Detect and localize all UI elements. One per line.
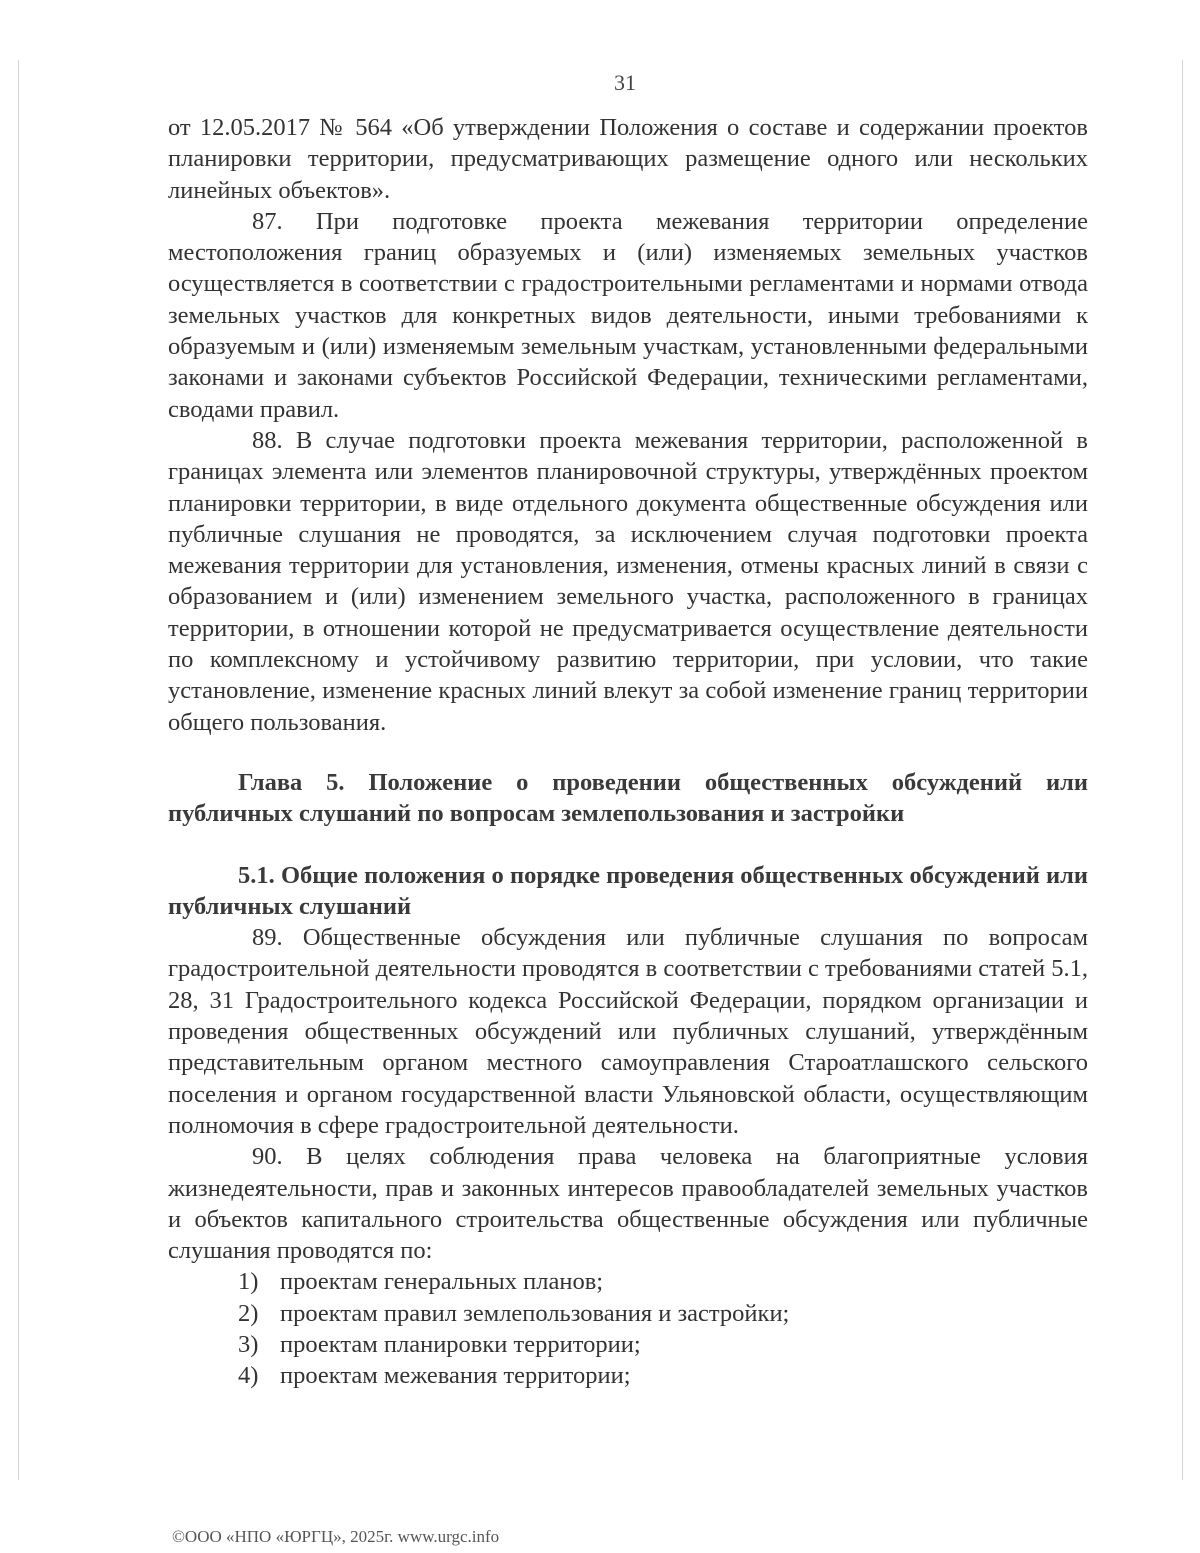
paragraph-89: 89. Общественные обсуждения или публичные слушания по вопросам градостроительной деятельности проводятся в соответствии с требованиями статей 5.1, 28, 31 Градостроительного кодекса Российской Федерации, порядком организации и проведения общественных обсуждений или публичных слушаний, утверждённым представительным органом местного самоуправления Староатлашского сельского поселения и органом государственной власти Ульяновской области, осуществляющим полномочия в сфере градостроительной деятельности. [168, 924, 1088, 1139]
list-item-text: проектам планировки территории; [280, 1330, 641, 1358]
section-5-1-heading: 5.1. Общие положения о порядке проведения общественных обсуждений или публичных слушаний [168, 861, 1088, 920]
list-item-text: проектам межевания территории; [280, 1362, 631, 1390]
scan-margin-line-left [18, 60, 19, 1480]
page-number: 31 [614, 70, 636, 95]
paragraph-90: 90. В целях соблюдения права человека на благоприятные условия жизнедеятельности, прав и законных интересов правообладателей земельных участков и объектов капитального строительства общественные обсуждения или публичные слушания проводятся по: [168, 1143, 1088, 1265]
list-item-number: 3) [238, 1330, 259, 1358]
page-footer: ©ООО «НПО «ЮРГЦ», 2025г. www.urgc.info [172, 1527, 500, 1546]
document-body [168, 112, 1088, 1392]
list-item [168, 1329, 1088, 1360]
list-item-number: 2) [238, 1299, 259, 1327]
list-item-number: 4) [238, 1362, 259, 1390]
list-item-text: проектам правил землепользования и застройки; [280, 1299, 790, 1327]
paragraph-88: 88. В случае подготовки проекта межевания территории, расположенной в границах элемента или элементов планировочной структуры, утверждённых проектом планировки территории, в виде отдельного документа общественные обсуждения или публичные слушания не проводятся, за исключением случая подготовки проекта межевания территории для установления, изменения, отмены красных линий в связи с образованием и (или) изменением земельного участка, расположенного в границах территории, в отношении которой не предусматривается осуществление деятельности по комплексному и устойчивому развитию территории, при условии, что такие установление, изменение красных линий влекут за собой изменение границ территории общего пользования. [168, 426, 1088, 736]
list-item [168, 1360, 1088, 1391]
paragraph-intro: от 12.05.2017 № 564 «Об утверждении Положения о составе и содержании проектов планировки территории, предусматривающих размещение одного или нескольких линейных объектов». [168, 114, 1088, 204]
scan-margin-line-right [1182, 60, 1183, 1480]
list-item [168, 1298, 1088, 1329]
paragraph-87: 87. При подготовке проекта межевания территории определение местоположения границ образуемых и (или) изменяемых земельных участков осуществляется в соответствии с градостроительными регламентами и нормами отвода земельных участков для конкретных видов деятельности, иными требованиями к образуемым и (или) изменяемым земельным участкам, установленными федеральными законами и законами субъектов Российской Федерации, техническими регламентами, сводами правил. [168, 207, 1088, 423]
list-item-number: 1) [238, 1268, 259, 1296]
list-item-text: проектам генеральных планов; [280, 1268, 604, 1296]
chapter-5-heading: Глава 5. Положение о проведении общественных обсуждений или публичных слушаний по вопросам землепользования и застройки [168, 768, 1088, 828]
project-type-list [168, 1266, 1088, 1391]
list-item [168, 1266, 1088, 1297]
